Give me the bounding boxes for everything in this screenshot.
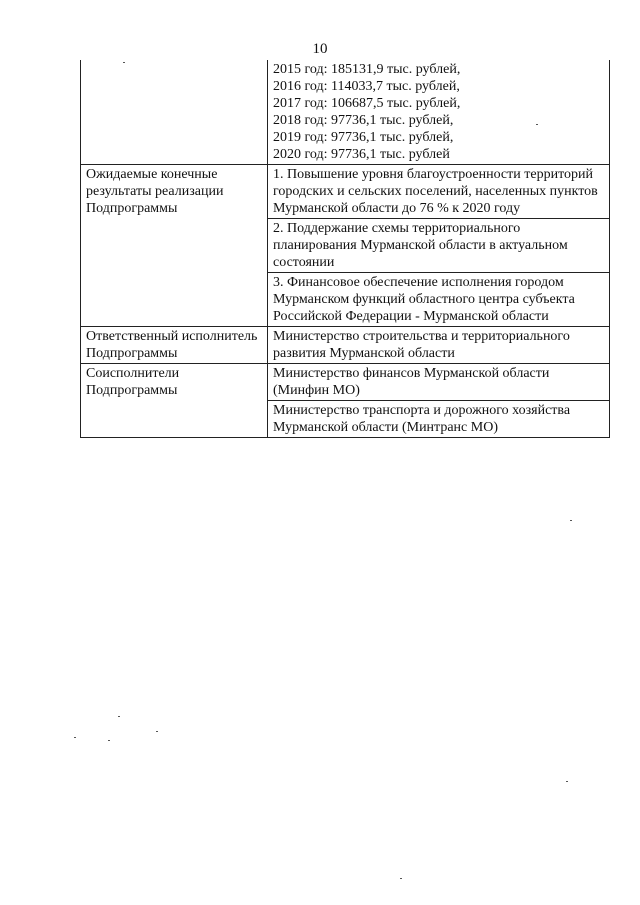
responsible-value-text: Министерство строительства и территориального развития Мурманской области (273, 329, 570, 361)
responsible-row (81, 327, 610, 364)
funding-line-2016: 2016 год: 114033,7 тыс. рублей, (273, 79, 460, 94)
page-number: 10 (312, 41, 328, 57)
scan-speck (123, 62, 125, 63)
responsible-label (81, 327, 268, 364)
scan-speck (570, 520, 572, 521)
funding-line-2020: 2020 год: 97736,1 тыс. рублей (273, 147, 450, 162)
co-executors-label-text: Соисполнители Подпрограммы (86, 366, 180, 398)
responsible-value (268, 327, 610, 364)
results-item-1-text: 1. Повышение уровня благоустроенности территорий городских и сельских поселений, населенных пунктов Мурманской области до 76 % к 2020 году (273, 167, 598, 216)
results-item-3-text: 3. Финансовое обеспечение исполнения городом Мурманском функций областного центра субъекта Российской Федерации - Мурманской области (273, 275, 575, 324)
funding-label-cell (81, 60, 268, 165)
scan-speck (108, 740, 110, 741)
results-item-3 (268, 273, 610, 327)
co-executors-label (81, 364, 268, 438)
funding-values-cell (268, 60, 610, 165)
funding-line-2018: 2018 год: 97736,1 тыс. рублей, (273, 113, 454, 128)
results-item-1 (268, 165, 610, 219)
responsible-label-text: Ответственный исполнитель Подпрограммы (86, 329, 258, 361)
results-item-2 (268, 219, 610, 273)
funding-line-2019: 2019 год: 97736,1 тыс. рублей, (273, 130, 454, 145)
funding-line-2015: 2015 год: 185131,9 тыс. рублей, (273, 62, 461, 77)
scan-speck (156, 731, 158, 732)
scan-speck (74, 737, 76, 738)
co-executor-1 (268, 364, 610, 401)
results-label-text: Ожидаемые конечные результаты реализации Подпрограммы (86, 167, 224, 216)
scan-speck (118, 716, 120, 717)
results-item-2-text: 2. Поддержание схемы территориального планирования Мурманской области в актуальном состоянии (273, 221, 568, 270)
co-executors-row-1 (81, 364, 610, 401)
subprogram-passport-table (80, 60, 610, 438)
scan-speck (536, 124, 538, 125)
scan-speck (400, 878, 402, 879)
funding-row (81, 60, 610, 165)
results-row-1 (81, 165, 610, 219)
co-executor-2 (268, 401, 610, 438)
results-label (81, 165, 268, 327)
co-executor-1-text: Министерство финансов Мурманской области (Минфин МО) (273, 366, 550, 398)
scan-speck (566, 781, 568, 782)
funding-line-2017: 2017 год: 106687,5 тыс. рублей, (273, 96, 461, 111)
co-executor-2-text: Министерство транспорта и дорожного хозяйства Мурманской области (Минтранс МО) (273, 403, 571, 435)
